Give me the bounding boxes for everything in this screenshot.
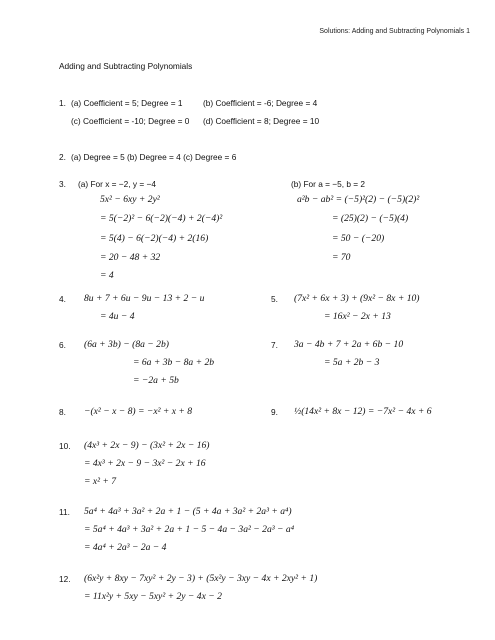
problem-1a: (a) Coefficient = 5; Degree = 1 bbox=[71, 98, 183, 108]
problem-5-number: 5. bbox=[271, 294, 278, 304]
problem-3a-line: = 5(4) − 6(−2)(−4) + 2(16) bbox=[100, 233, 209, 244]
document-title: Adding and Subtracting Polynomials bbox=[59, 61, 193, 71]
problem-9-line: ½(14x² + 8x − 12) = −7x² − 4x + 6 bbox=[294, 406, 432, 417]
problem-3b-label: (b) For a = −5, b = 2 bbox=[291, 179, 366, 189]
problem-3a-line: 5x² − 6xy + 2y² bbox=[100, 194, 160, 205]
problem-7-number: 7. bbox=[271, 340, 278, 350]
problem-3a-line: = 5(−2)² − 6(−2)(−4) + 2(−4)² bbox=[100, 213, 223, 224]
problem-11-line: = 4a⁴ + 2a³ − 2a − 4 bbox=[84, 542, 167, 553]
problem-11-line: = 5a⁴ + 4a³ + 3a² + 2a + 1 − 5 − 4a − 3a² − 2a³ − a⁴ bbox=[84, 524, 295, 535]
problem-6-number: 6. bbox=[59, 340, 66, 350]
problem-10-line: (4x³ + 2x − 9) − (3x² + 2x − 16) bbox=[84, 440, 210, 451]
problem-10-line: = 4x³ + 2x − 9 − 3x² − 2x + 16 bbox=[84, 458, 206, 469]
problem-5-line: = 16x² − 2x + 13 bbox=[324, 311, 391, 322]
problem-11-line: 5a⁴ + 4a³ + 3a² + 2a + 1 − (5 + 4a + 3a² + 2a³ + a⁴) bbox=[84, 506, 292, 517]
problem-12-line: (6x²y + 8xy − 7xy² + 2y − 3) + (5x²y − 3xy − 4x + 2xy² + 1) bbox=[84, 573, 318, 584]
problem-2-answer: (a) Degree = 5 (b) Degree = 4 (c) Degree = 6 bbox=[71, 152, 237, 162]
problem-3b-line: = 50 − (−20) bbox=[332, 233, 385, 244]
problem-10-number: 10. bbox=[59, 441, 71, 451]
problem-3a-line: = 4 bbox=[100, 270, 114, 281]
problem-3-number: 3. bbox=[59, 179, 66, 189]
problem-3a-line: = 20 − 48 + 32 bbox=[100, 252, 161, 263]
problem-1c: (c) Coefficient = -10; Degree = 0 bbox=[71, 116, 190, 126]
problem-6-line: (6a + 3b) − (8a − 2b) bbox=[84, 339, 169, 350]
problem-3b-line: = 70 bbox=[332, 252, 351, 263]
problem-4-line: = 4u − 4 bbox=[100, 311, 135, 322]
problem-8-line: −(x² − x − 8) = −x² + x + 8 bbox=[84, 406, 193, 417]
problem-12-line: = 11x²y + 5xy − 5xy² + 2y − 4x − 2 bbox=[84, 591, 222, 602]
problem-9-number: 9. bbox=[271, 407, 278, 417]
problem-7-line: 3a − 4b + 7 + 2a + 6b − 10 bbox=[294, 339, 404, 350]
problem-6-line: = 6a + 3b − 8a + 2b bbox=[133, 357, 215, 368]
problem-6-line: = −2a + 5b bbox=[133, 375, 179, 386]
problem-7-line: = 5a + 2b − 3 bbox=[324, 357, 380, 368]
problem-2-number: 2. bbox=[59, 152, 66, 162]
problem-12-number: 12. bbox=[59, 574, 71, 584]
problem-1b: (b) Coefficient = -6; Degree = 4 bbox=[203, 98, 318, 108]
page-header: Solutions: Adding and Subtracting Polynomials 1 bbox=[319, 28, 470, 35]
problem-3b-line: a²b − ab² = (−5)²(2) − (−5)(2)² bbox=[297, 194, 420, 205]
problem-5-line: (7x² + 6x + 3) + (9x² − 8x + 10) bbox=[294, 293, 420, 304]
problem-11-number: 11. bbox=[59, 507, 70, 517]
problem-1d: (d) Coefficient = 8; Degree = 10 bbox=[203, 116, 320, 126]
problem-3b-line: = (25)(2) − (−5)(4) bbox=[332, 213, 409, 224]
problem-3a-label: (a) For x = −2, y = −4 bbox=[78, 179, 156, 189]
problem-4-number: 4. bbox=[59, 294, 66, 304]
problem-8-number: 8. bbox=[59, 407, 66, 417]
problem-10-line: = x² + 7 bbox=[84, 476, 117, 487]
problem-4-line: 8u + 7 + 6u − 9u − 13 + 2 − u bbox=[84, 293, 205, 304]
problem-1-number: 1. bbox=[59, 98, 66, 108]
